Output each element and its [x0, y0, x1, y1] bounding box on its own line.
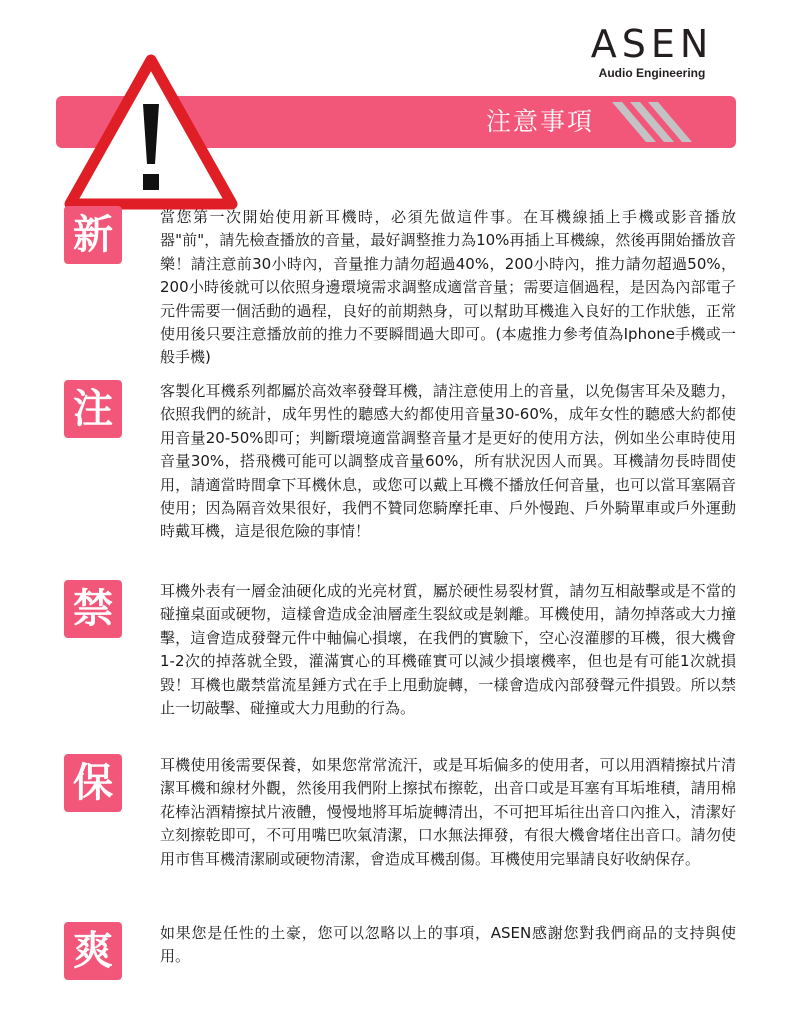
- section-text: 耳機外表有一層金油硬化成的光亮材質，屬於硬性易裂材質，請勿互相敲擊或是不當的碰撞桌面或硬物，這樣會造成金油層產生裂紋或是剝離。耳機使用，請勿掉落或大力撞擊，這會造成發聲元件中軸偏心損壞，在我們的實驗下，空心沒灌膠的耳機，很大機會1-2次的掉落就全毀，灌滿實心的耳機確實可以減少損壞機率，但也是有可能1次就損毀！耳機也嚴禁當流星錘方式在手上甩動旋轉，一樣會造成內部發聲元件損毀。所以禁止一切敲擊、碰撞或大力甩動的行為。: [160, 582, 736, 718]
- brand-name: ASEN: [590, 22, 714, 66]
- section-text: 當您第一次開始使用新耳機時，必須先做這件事。在耳機線插上手機或影音播放器"前"，請先檢查播放的音量，最好調整推力為10%再插上耳機線，然後再開始播放音樂！請注意前30小時內，音量推力請勿超過40%，200小時內，推力請勿超過50%，200小時後就可以依照身邊環境需求調整成適當音量；需要這個過程，是因為內部電子元件需要一個活動的過程，良好的前期熱身，可以幫助耳機進入良好的工作狀態，正常使用後只要注意播放前的推力不要瞬間過大即可。(本處推力參考值為Iphone手機或一般手機): [160, 208, 736, 367]
- section-badge: 新: [64, 206, 122, 264]
- section-badge: 注: [64, 380, 122, 438]
- section-text: 客製化耳機系列都屬於高效率發聲耳機，請注意使用上的音量，以免傷害耳朵及聽力，依照我們的統計，成年男性的聽感大約都使用音量30-60%，成年女性的聽感大約都使用音量20-50%即可；判斷環境適當調整音量才是更好的使用方法，例如坐公車時使用音量30%，搭飛機可能可以調整成音量60%，所有狀況因人而異。耳機請勿長時間使用，請適當時間拿下耳機休息，或您可以戴上耳機不播放任何音量，也可以當耳塞隔音使用；因為隔音效果很好，我們不贊同您騎摩托車、戶外慢跑、戶外騎單車或戶外運動時戴耳機，這是很危險的事情！: [160, 382, 736, 541]
- section-badge: 禁: [64, 580, 122, 638]
- warning-triangle-icon: [64, 52, 238, 212]
- brand-logo: [582, 24, 722, 80]
- stripes-decoration-icon: [612, 96, 692, 148]
- section-badge: 保: [64, 754, 122, 812]
- section-text: 耳機使用後需要保養，如果您常常流汗，或是耳垢偏多的使用者，可以用酒精擦拭片清潔耳機和線材外觀，然後用我們附上擦拭布擦乾，出音口或是耳塞有耳垢堆積，請用棉花棒沾酒精擦拭片液體，慢慢地將耳垢旋轉清出，不可把耳垢往出音口內推入，清潔好立刻擦乾即可，不可用嘴巴吹氣清潔，口水無法揮發，有很大機會堵住出音口。請勿使用市售耳機清潔刷或硬物清潔，會造成耳機刮傷。耳機使用完畢請良好收納保存。: [160, 756, 736, 868]
- section-text: 如果您是任性的土豪，您可以忽略以上的事項，ASEN感謝您對我們商品的支持與使用。: [160, 924, 736, 966]
- section-badge: 爽: [64, 922, 122, 980]
- brand-tagline: Audio Engineering: [598, 66, 706, 80]
- page-title: 注意事項: [485, 107, 594, 136]
